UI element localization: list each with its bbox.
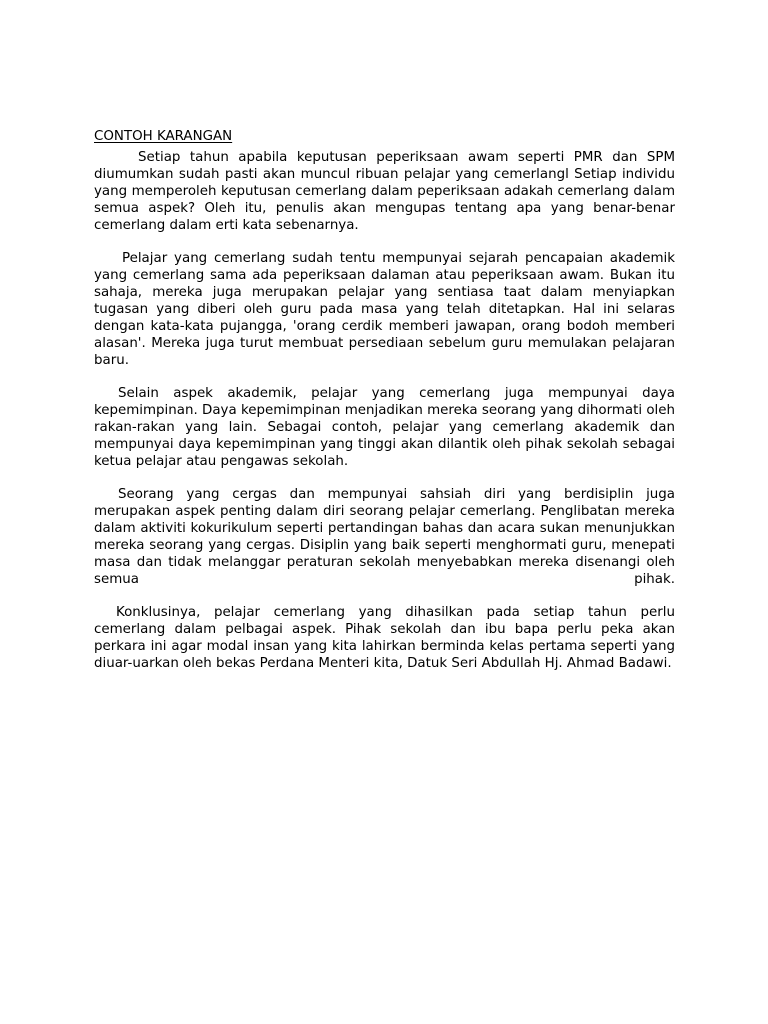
document-title: CONTOH KARANGAN	[94, 129, 233, 144]
paragraph-leadership: Selain aspek akademik, pelajar yang cemerlang juga mempunyai daya kepemimpinan. Daya kepemimpinan menjadikan mereka seorang yang dihormati oleh rakan-rakan yang lain. Sebagai contoh, pelajar yang cemerlang akademik dan mempunyai daya kepemimpinan yang tinggi akan dilantik oleh pihak sekolah sebagai ketua pelajar atau pengawas sekolah.	[94, 386, 675, 469]
paragraph-discipline: Seorang yang cergas dan mempunyai sahsiah diri yang berdisiplin juga merupakan aspek penting dalam diri seorang pelajar cemerlang. Penglibatan mereka dalam aktiviti kokurikulum seperti pertandingan bahas dan acara sukan menunjukkan mereka seorang yang cergas. Disiplin yang baik seperti menghormati guru, menepati masa dan tidak melanggar peraturan sekolah menyebabkan mereka disenangi oleh semua pihak.	[94, 487, 675, 587]
paragraph-academic: Pelajar yang cemerlang sudah tentu mempunyai sejarah pencapaian akademik yang cemerlang sama ada peperiksaan dalaman atau peperiksaan awam. Bukan itu sahaja, mereka juga merupakan pelajar yang sentiasa taat dalam menyiapkan tugasan yang diberi oleh guru pada masa yang telah ditetapkan. Hal ini selaras dengan kata-kata pujangga, 'orang cerdik memberi jawapan, orang bodoh memberi alasan'. Mereka juga turut membuat persediaan sebelum guru memulakan pelajaran baru.	[94, 251, 675, 368]
paragraph-introduction: Setiap tahun apabila keputusan peperiksaan awam seperti PMR dan SPM diumumkan sudah pasti akan muncul ribuan pelajar yang cemerlangl Setiap individu yang memperoleh keputusan cemerlang dalam peperiksaan adakah cemerlang dalam semua aspek? Oleh itu, penulis akan mengupas tentang apa yang benar-benar cemerlang dalam erti kata sebenarnya.	[94, 150, 675, 233]
paragraph-conclusion: Konklusinya, pelajar cemerlang yang dihasilkan pada setiap tahun perlu cemerlang dalam pelbagai aspek. Pihak sekolah dan ibu bapa perlu peka akan perkara ini agar modal insan yang kita lahirkan berminda kelas pertama seperti yang diuar-uarkan oleh bekas Perdana Menteri kita, Datuk Seri Abdullah Hj. Ahmad Badawi.	[94, 605, 675, 671]
document-page	[94, 128, 675, 688]
